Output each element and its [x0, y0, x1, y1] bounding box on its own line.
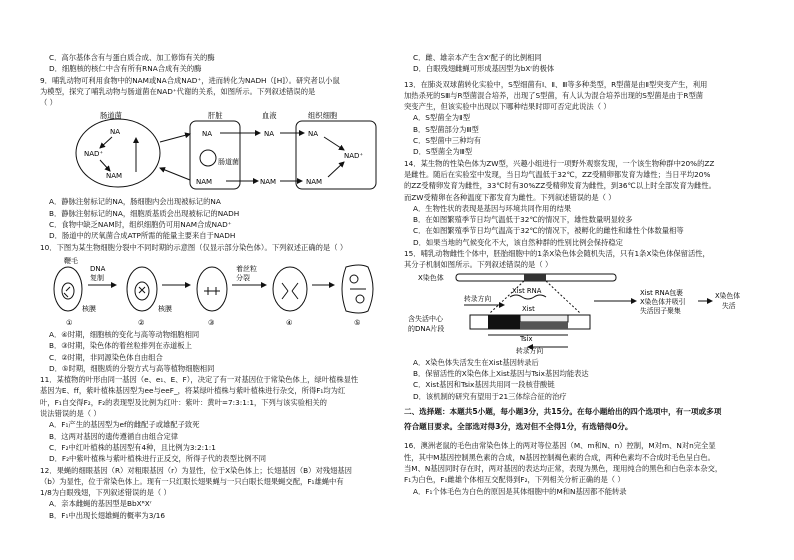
- flagellum-label: 鞭毛: [64, 256, 78, 265]
- q10-option-a: A．④时期，细胞核的变化与高等动物细胞相同: [49, 329, 200, 339]
- q12-option-b: B．F₁中出现长翅雄蝇的概率为3/16: [49, 510, 166, 520]
- q10-diagram: [40, 253, 392, 329]
- blood-label: 血液: [262, 111, 277, 121]
- q13-option-d: D．S型菌全为Ⅲ型: [413, 147, 473, 157]
- question-13: [404, 79, 760, 158]
- q9-stem-line: 9．哺乳动物可利用食物中的NAM或NA合成NAD⁺，进而转化为NADH（[H]）。研究者以小鼠: [40, 75, 340, 85]
- q11-option-d: D．F₂中紫叶植株与紫叶植株进行正反交，所得子代的表型比例不同: [49, 454, 267, 464]
- q15-stem-line: 15．哺乳动物雌性个体中，胚胎细胞中的1条X染色体会随机失活，只有1条X染色体保留活性，: [404, 249, 710, 259]
- q11-stem-line: 叶，F₁自交得F₂，F₂的表现型及比例为红叶：紫叶：黄叶=7:3:1:1，下列与该实验相关的: [40, 397, 327, 407]
- cell-2: [127, 267, 157, 311]
- split-label: 分裂: [236, 273, 250, 282]
- nam-label: NAM: [106, 172, 123, 181]
- q13-stem-line: 突变产生，但该实验中出现以下哪种结果时即可否定此说法（ ）: [404, 102, 611, 112]
- q9-stem-line: （ ）: [40, 98, 57, 108]
- stage-1: ①: [66, 317, 73, 327]
- q9-diagram: [40, 108, 392, 196]
- q14-stem-line: 的ZZ受精卵发育为雌性，33℃时有30%ZZ受精卵发育为雌性，到36℃以上时全部发育为雌性。: [404, 181, 716, 191]
- tissue-label: 组织细胞: [308, 111, 338, 121]
- left-column: [40, 52, 392, 521]
- cell-3: [197, 267, 227, 311]
- blood-nam: NAM: [260, 178, 277, 187]
- question-9: [40, 75, 392, 242]
- q9-option-d: D．肠道中的厌氧菌合成ATP所需的能量主要来自于NADH: [49, 231, 236, 241]
- tsix-gene-label: Tsix: [520, 334, 533, 343]
- nad-metabolism-diagram: [40, 108, 392, 196]
- centromere-label: 着丝粒: [236, 264, 257, 273]
- q12-option-c: C．雌、雄亲本产生含Xʳ配子的比例相同: [413, 53, 542, 62]
- liver-gut-label: 肠道菌: [218, 158, 239, 167]
- bacteria-label: 肠道菌: [100, 111, 122, 121]
- nad-label: NAD⁺: [84, 150, 104, 159]
- gut-bacteria-icon: [200, 150, 216, 166]
- na-label: NA: [110, 128, 121, 137]
- nucleus-label-2: 核膜: [158, 304, 172, 313]
- question-14: [404, 158, 760, 248]
- q13-option-b: B．S型菌部分为Ⅲ型: [413, 124, 479, 134]
- q10-stem: 10．下图为某生物细胞分裂中不同时期的示意图（仅显示部分染色体）。下列叙述正确的是（ ）: [40, 242, 348, 252]
- cell-division-diagram: [40, 253, 392, 329]
- q11-option-b: B．这两对基因的遗传遵循自由组合定律: [49, 431, 179, 441]
- section-line: 符合题目要求。全部选对得3分，选对但不全得1分，有选错得0分。: [404, 422, 633, 432]
- question-15: [404, 248, 760, 402]
- tissue-na: NA: [308, 130, 319, 139]
- q16-stem-line: 当M、N基因同时存在时，两对基因的表达均正常，表现为黑色，现用纯合的黑色和白色亲本杂交，: [404, 464, 723, 474]
- q11-option-c: C．F₂中红叶植株的基因型有4种，且比例为3:2:1:1: [49, 442, 216, 452]
- question-11: [40, 374, 392, 464]
- q12-option-d: D．白眼残翅雌蝇可形成基因型为bXʳ的极体: [413, 64, 555, 74]
- q11-stem-line: 11．某植物的叶形由同一基因（e、e₁、E、F），决定了有一对基因位于常染色体上，绿叶植株显性: [40, 375, 359, 385]
- transcribe-dir-1: 转录方向: [464, 294, 492, 303]
- q10-option-c: C．②时期，非同源染色体自由组合: [49, 352, 163, 362]
- dna-fragment-label-2: 的DNA片段: [408, 324, 445, 333]
- dna-fragment-label: 含失活中心: [408, 314, 443, 323]
- q13-option-a: A．S型菌全为Ⅱ型: [413, 113, 470, 123]
- q14-stem-line: 是雌性。随后在实验室中发现，当日均气温低于32℃，ZZ受精卵都发育为雄性；当日平均20%: [404, 169, 711, 179]
- q14-stem-line: 14．某生物的性染色体为ZW型，兴趣小组进行一项野外观察发现，一个该生物种群中20%的ZZ: [404, 158, 715, 168]
- blood-na: NA: [264, 130, 275, 139]
- final-line-1: X染色体: [715, 291, 741, 300]
- q14-stem-line: 而ZW受精卵在各种温度下都发育为雌性。下列叙述错误的是（ ）: [404, 192, 616, 202]
- q9-option-a: A．静脉注射标记的NA，肠细胞内会出现被标记的NA: [49, 197, 221, 207]
- result-line-2: X染色体并吸引: [640, 297, 686, 306]
- dna-label: DNA: [90, 264, 106, 273]
- q13-stem-line: 加热杀死的SⅢ与R型菌混合培养，出现了S型菌，有人认为混合培养出现的S型菌是由于R型菌: [404, 90, 704, 100]
- question-16: [404, 440, 760, 496]
- section-line: 二、选择题：本题共5小题，每小题3分，共15分。在每小题给出的四个选项中，有一项或多项: [404, 406, 722, 416]
- center-label: [528, 271, 555, 272]
- prev-option-d: D．细胞核的核仁中含有所有RNA合成有关的酶: [49, 64, 202, 74]
- q15-stem-line: 其分子机制如图所示。下列叙述错误的是（ ）: [404, 260, 553, 270]
- q14-option-b: B．在如图繁殖季节日均气温低于32℃的情况下，雄性数量明显较多: [413, 215, 633, 225]
- q14-option-a: A．生物性状的表现是基因与环境共同作用的结果: [413, 203, 572, 213]
- liver-na: NA: [202, 130, 213, 139]
- q11-option-a: A．F₁产生的基因型为ef的雌配子或雄配子致死: [49, 420, 200, 430]
- q11-stem-line: 说法错误的是（ ）: [40, 409, 101, 419]
- result-line-1: Xist RNA包裹: [640, 288, 683, 297]
- result-line-3: 失活因子聚集: [640, 306, 681, 315]
- stage-3: ③: [208, 317, 215, 327]
- q9-option-c: C．食物中缺乏NAM时，组织细胞仍可用NAM合成NAD⁺: [49, 220, 232, 230]
- q16-option-a: A．F₁个体毛色为白色的原因是其体细胞中的M和N基因都不能转录: [413, 486, 627, 496]
- q14-option-c: C．在如图繁殖季节日均气温高于32℃的情况下，被孵化的雌性和雄性个体数量相等: [413, 226, 684, 236]
- q13-stem-line: 13．在肺炎双球菌转化实验中，S型细菌有Ⅰ、Ⅱ、Ⅲ等多种类型，R型菌是由Ⅱ型突变产生，利用: [404, 79, 708, 89]
- stage-4: ④: [286, 317, 293, 327]
- section-two-header: [404, 406, 760, 433]
- q12-option-a: A．亲本雌蝇的基因型是BbXᴿXʳ: [49, 499, 152, 509]
- question-12: [40, 465, 392, 521]
- q15-option-a: A．X染色体失活发生在Xist基因转录后: [413, 357, 539, 367]
- q9-stem-line: 为模型，探究了哺乳动物与肠道菌在NAD⁺代谢的关系，如图所示。下列叙述错误的是: [40, 86, 316, 96]
- stage-2: ②: [138, 317, 145, 327]
- q15-diagram: [404, 271, 760, 357]
- q16-stem-line: 16．澳洲老鼠的毛色由常染色体上的两对等位基因（M、m和N、n）控制，M对m、N对n完全显: [404, 441, 716, 451]
- q9-option-b: B．静脉注射标记的NA，细胞质基质会出现被标记的NADH: [49, 208, 240, 218]
- tissue-nam: NAM: [306, 178, 323, 187]
- q11-stem-line: 基因为E、ff，紫叶植株基因型为ee与eeF_，将某绿叶植株与紫叶植株进行杂交，所得F₁均为红: [40, 386, 346, 396]
- tissue-nad: NAD⁺: [344, 152, 364, 161]
- liver-nam: NAM: [196, 178, 213, 187]
- xist-gene-label: Xist: [522, 304, 535, 313]
- prev-option-c: C．高尔基体含有与蛋白质合成、加工修饰有关的酶: [49, 53, 215, 62]
- q12-stem-line: 12．果蝇的细眼基因（R）对粗眼基因（r）为显性，位于X染色体上；长翅基因（B）对残翅基因: [40, 465, 352, 475]
- xist-rna-label: Xist RNA: [512, 286, 542, 295]
- right-column: [404, 52, 760, 497]
- liver-label: 肝脏: [208, 111, 223, 121]
- q16-stem-line: 性，其中M基因控制黑色素的合成，N基因控制褐色素的合成，两种色素均不合成时毛色呈白色。: [404, 452, 715, 462]
- q14-option-d: D．如果当地的气候变化不大，该自然种群的性别比例会保持稳定: [413, 237, 623, 247]
- q10-option-b: B．③时期，染色体的着丝粒排列在赤道板上: [49, 341, 192, 351]
- q15-option-c: C．Xist基因和Tsix基因共用同一段核苷酸链: [413, 380, 555, 390]
- q16-stem-line: F₁为白色，F₁雌雄个体相互交配得到F₂，下列相关分析正确的是（ ）: [404, 475, 625, 485]
- stage-5: ⑤: [354, 317, 361, 327]
- q13-option-c: C．S型菌中三种均有: [413, 136, 482, 146]
- question-10: [40, 242, 392, 374]
- nucleus-label-1: 核膜: [82, 304, 96, 313]
- final-line-2: 失活: [722, 301, 736, 310]
- replicate-label: 复制: [90, 273, 104, 282]
- transcribe-dir-2: 转录方向: [516, 346, 544, 355]
- cell-4: [273, 267, 307, 311]
- x-inactivation-diagram: [404, 271, 760, 357]
- x-chrom-label: X染色体: [418, 273, 444, 282]
- q15-option-b: B．保留活性的X染色体上Xist基因与Tsix基因均能表达: [413, 368, 589, 378]
- q12-stem-line: （b）为显性，位于常染色体上。现有一只红眼长翅果蝇与一只白眼长翅果蝇交配，F₁雄蝇中有: [40, 476, 344, 486]
- q10-option-d: D．⑤时期，细胞质的分裂方式与高等植物细胞相同: [49, 363, 215, 373]
- q12-stem-line: 1/8为白眼残翅，下列叙述错误的是（ ）: [40, 488, 171, 498]
- q15-option-d: D．该机制的研究有望用于21三体综合征的治疗: [413, 391, 567, 401]
